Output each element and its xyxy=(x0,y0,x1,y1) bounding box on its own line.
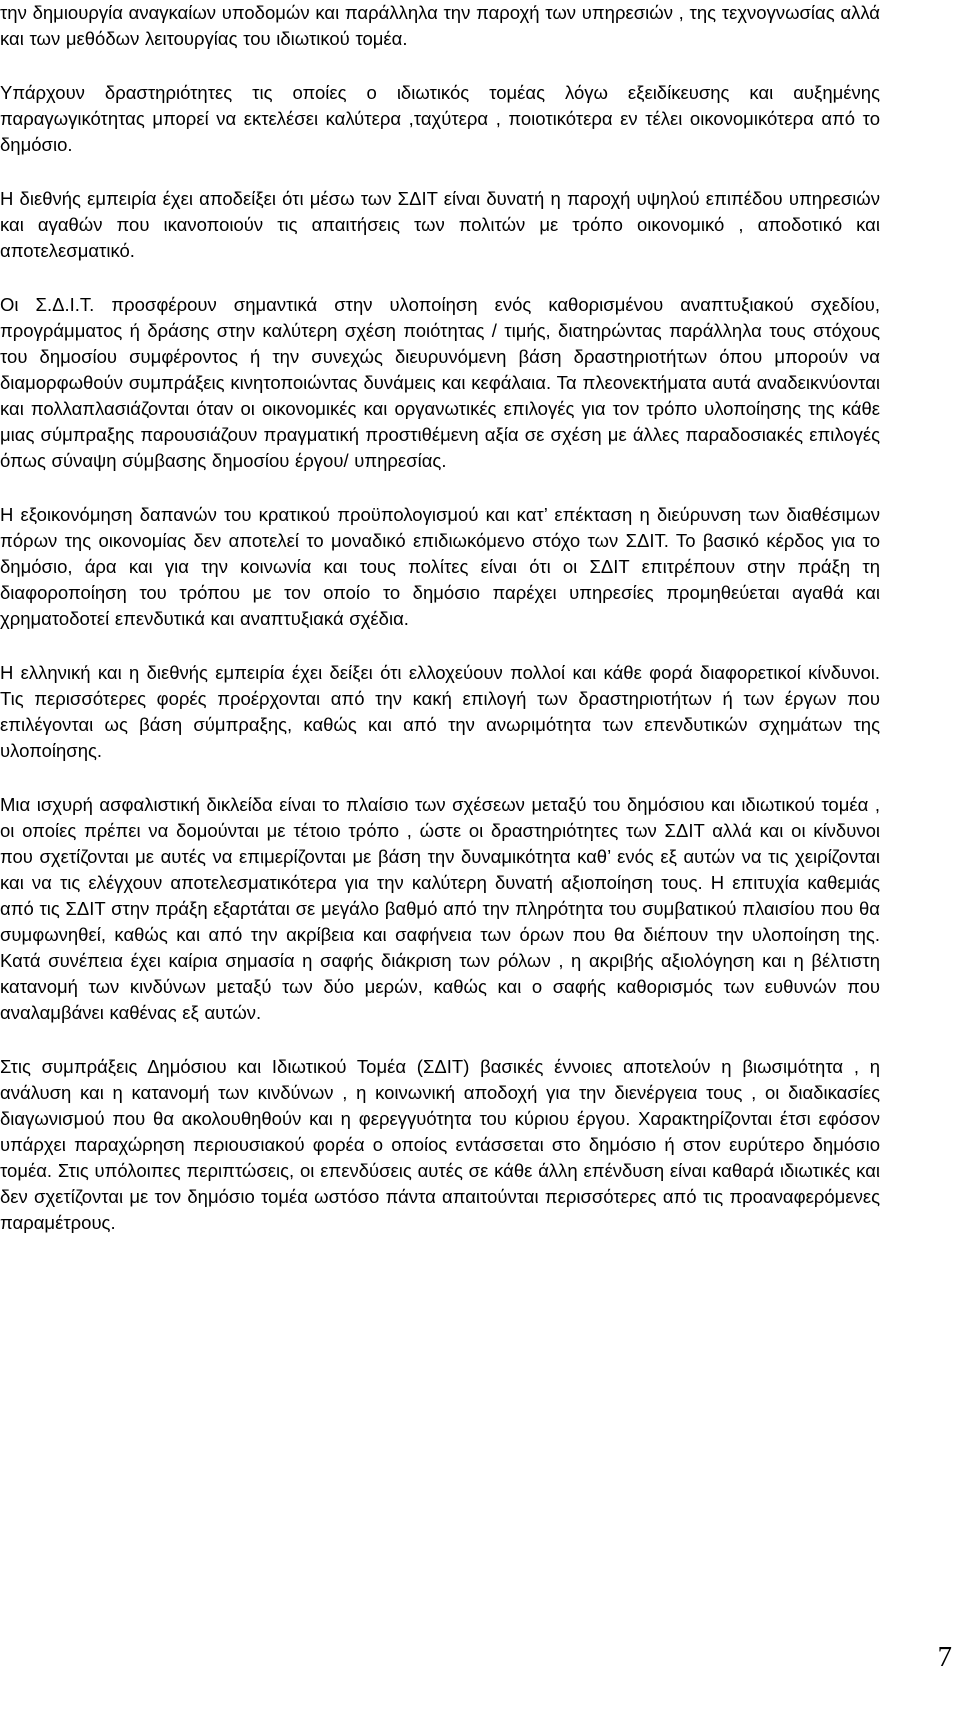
paragraph: Υπάρχουν δραστηριότητες τις οποίες ο ιδιωτικός τομέας λόγω εξειδίκευσης και αυξημένης παραγωγικότητας μπορεί να εκτελέσει καλύτερα ,ταχύτερα , ποιοτικότερα εν τέλει οικονομικότερα από το δημόσιο. xyxy=(0,82,880,155)
paragraph: Η εξοικονόμηση δαπανών του κρατικού προϋπολογισμού και κατ’ επέκταση η διεύρυνση των διαθέσιμων πόρων της οικονομίας δεν αποτελεί το μοναδικό επιδιωκόμενο στόχο των ΣΔΙΤ. Το βασικό κέρδος για το δημόσιο, άρα και για την κοινωνία και τους πολίτες είναι ότι οι ΣΔΙΤ επιτρέπουν στην πράξη τη διαφοροποίηση του τρόπου με τον οποίο το δημόσιο παρέχει υπηρεσίες προμηθεύεται αγαθά και χρηματοδοτεί επενδυτικά και αναπτυξιακά σχέδια. xyxy=(0,504,880,629)
paragraph: Η ελληνική και η διεθνής εμπειρία έχει δείξει ότι ελλοχεύουν πολλοί και κάθε φορά διαφορετικοί κίνδυνοι. Τις περισσότερες φορές προέρχονται από την κακή επιλογή των δραστηριοτήτων ή των έργων που επιλέγονται ως βάση σύμπραξης, καθώς και από την ανωριμότητα των επενδυτικών σχημάτων της υλοποίησης. xyxy=(0,662,880,761)
paragraph: Στις συμπράξεις Δημόσιου και Ιδιωτικού Τομέα (ΣΔΙΤ) βασικές έννοιες αποτελούν η βιωσιμότητα , η ανάλυση και η κατανομή των κινδύνων , η κοινωνική αποδοχή για την διενέργεια τους , οι διαδικασίες διαγωνισμού που θα ακολουθηθούν και η φερεγγυότητα του κύριου έργου. Χαρακτηρίζονται έτσι εφόσον υπάρχει παραχώρηση περιουσιακού φορέα ο οποίος εντάσσεται στο δημόσιο ή στον ευρύτερο δημόσιο τομέα. Στις υπόλοιπες περιπτώσεις, οι επενδύσεις αυτές σε κάθε άλλη επένδυση είναι καθαρά ιδιωτικές και δεν σχετίζονται με τον δημόσιο τομέα ωστόσο πάντα απαιτούνται περισσότερες από τις προαναφερόμενες παραμέτρους. xyxy=(0,1056,880,1233)
paragraph-spacer xyxy=(0,632,880,660)
paragraph-spacer xyxy=(0,1026,880,1054)
paragraph-spacer xyxy=(0,474,880,502)
paragraph: Μια ισχυρή ασφαλιστική δικλείδα είναι το πλαίσιο των σχέσεων μεταξύ του δημόσιου και ιδιωτικού τομέα , οι οποίες πρέπει να δομούνται με τέτοιο τρόπο , ώστε οι δραστηριότητες των ΣΔΙΤ αλλά και οι κίνδυνοι που σχετίζονται με αυτές να επιμερίζονται με βάση την δυναμικότητα καθ’ ενός εξ αυτών να τις χειρίζονται και να τις ελέγχουν αποτελεσματικότερα για την καλύτερη δυνατή αξιοποίηση τους. Η επιτυχία καθεμιάς από τις ΣΔΙΤ στην πράξη εξαρτάται σε μεγάλο βαθμό από την πληρότητα του συμβατικού πλαισίου που θα συμφωνηθεί, καθώς και από την ακρίβεια και σαφήνεια των όρων που θα διέπουν την υλοποίηση της. Κατά συνέπεια έχει καίρια σημασία η σαφής διάκριση των ρόλων , η ακριβής αξιολόγηση και η βέλτιστη κατανομή των κινδύνων μεταξύ των δύο μερών, καθώς και ο σαφής καθορισμός των ευθυνών που αναλαμβάνει καθένας εξ αυτών. xyxy=(0,794,880,1023)
paragraph: την δημιουργία αναγκαίων υποδομών και παράλληλα την παροχή των υπηρεσιών , της τεχνογνωσίας αλλά και των μεθόδων λειτουργίας του ιδιωτικού τομέα. xyxy=(0,2,880,49)
page-number: 7 xyxy=(937,1641,952,1673)
paragraph-spacer xyxy=(0,52,880,80)
paragraph: Οι Σ.Δ.Ι.Τ. προσφέρουν σημαντικά στην υλοποίηση ενός καθορισμένου αναπτυξιακού σχεδίου, προγράμματος ή δράσης στην καλύτερη σχέση ποιότητας / τιμής, διατηρώντας παράλληλα τους στόχους του δημοσίου συμφέροντος ή την συνεχώς διευρυνόμενη βάση δραστηριοτήτων όπου μπορούν να διαμορφωθούν συμπράξεις κινητοποιώντας δυνάμεις και κεφάλαια. Τα πλεονεκτήματα αυτά αναδεικνύονται και πολλαπλασιάζονται όταν οι οικονομικές και οργανωτικές επιλογές για τον τρόπο υλοποίησης της κάθε μιας σύμπραξης παρουσιάζουν πραγματική προστιθέμενη αξία σε σχέση με άλλες παραδοσιακές επιλογές όπως σύναψη σύμβασης δημοσίου έργου/ υπηρεσίας. xyxy=(0,294,880,471)
paragraph: Η διεθνής εμπειρία έχει αποδείξει ότι μέσω των ΣΔΙΤ είναι δυνατή η παροχή υψηλού επιπέδου υπηρεσιών και αγαθών που ικανοποιούν τις απαιτήσεις των πολιτών με τρόπο οικονομικό , αποδοτικό και αποτελεσματικό. xyxy=(0,188,880,261)
paragraph-spacer xyxy=(0,158,880,186)
paragraph-spacer xyxy=(0,764,880,792)
paragraph-spacer xyxy=(0,264,880,292)
